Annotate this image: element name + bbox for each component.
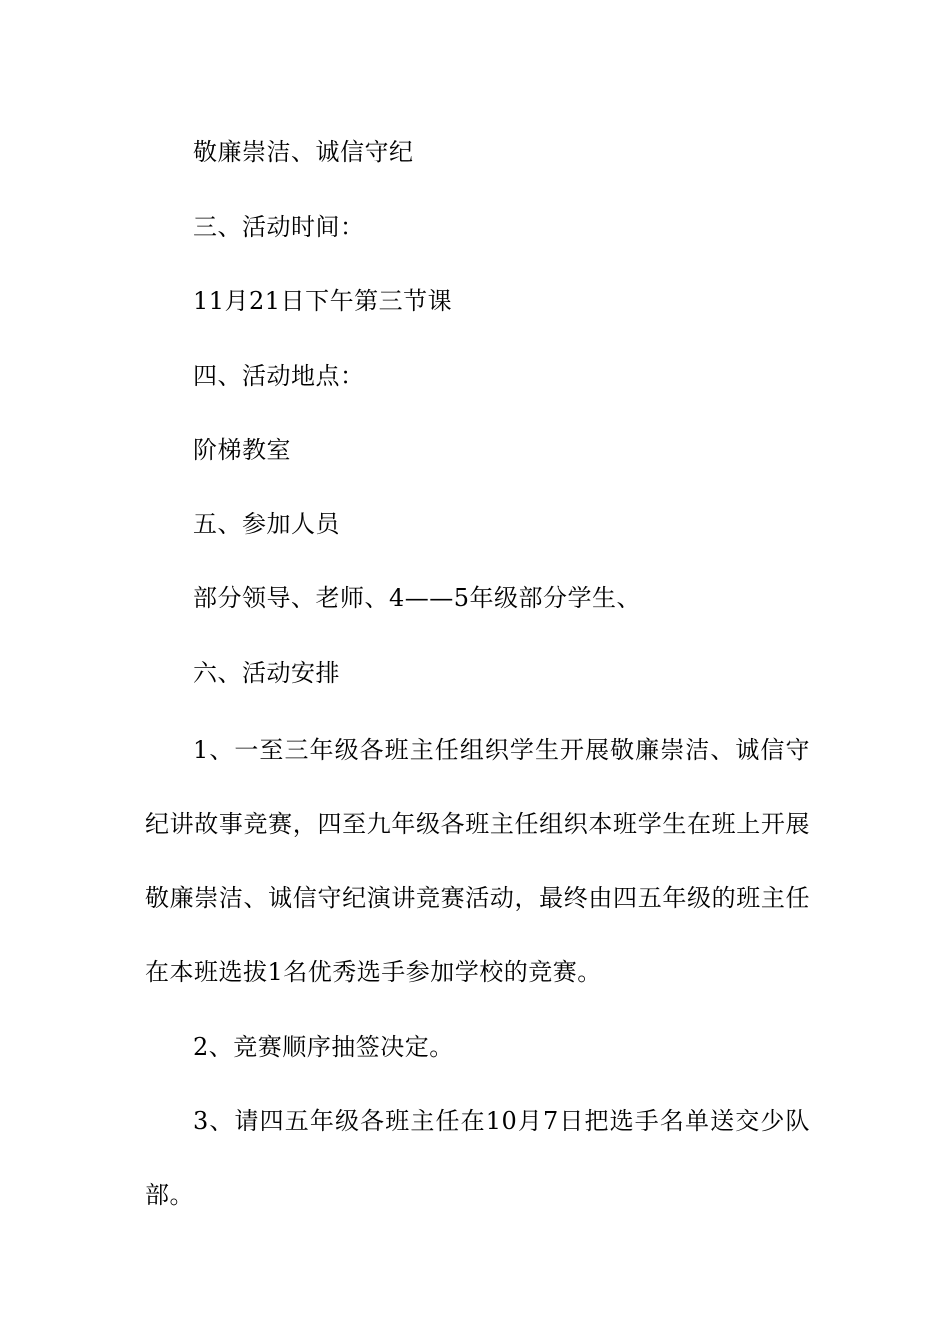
participants-value: 部分领导、老师、4——5年级部分学生、 (193, 584, 642, 612)
section-heading-participants: 五、参加人员 (193, 510, 340, 538)
arrangement-item-2: 2、竞赛顺序抽签决定。 (193, 1033, 454, 1061)
section-heading-arrangement: 六、活动安排 (193, 659, 340, 687)
section-heading-time: 三、活动时间： (193, 213, 365, 241)
arrangement-item-3: 3、请四五年级各班主任在10月7日把选手名单送交少队部。 (145, 1107, 810, 1209)
section-heading-location: 四、活动地点： (193, 362, 365, 390)
theme-line: 敬廉崇洁、诚信守纪 (193, 138, 414, 166)
location-value: 阶梯教室 (193, 436, 291, 464)
time-value: 11月21日下午第三节课 (193, 287, 453, 315)
arrangement-item-1: 1、一至三年级各班主任组织学生开展敬廉崇洁、诚信守纪讲故事竞赛，四至九年级各班主任组织本班学生在班上开展敬廉崇洁、诚信守纪演讲竞赛活动，最终由四五年级的班主任在本班选拔1名优秀选手参加学校的竞赛。 (145, 736, 810, 986)
